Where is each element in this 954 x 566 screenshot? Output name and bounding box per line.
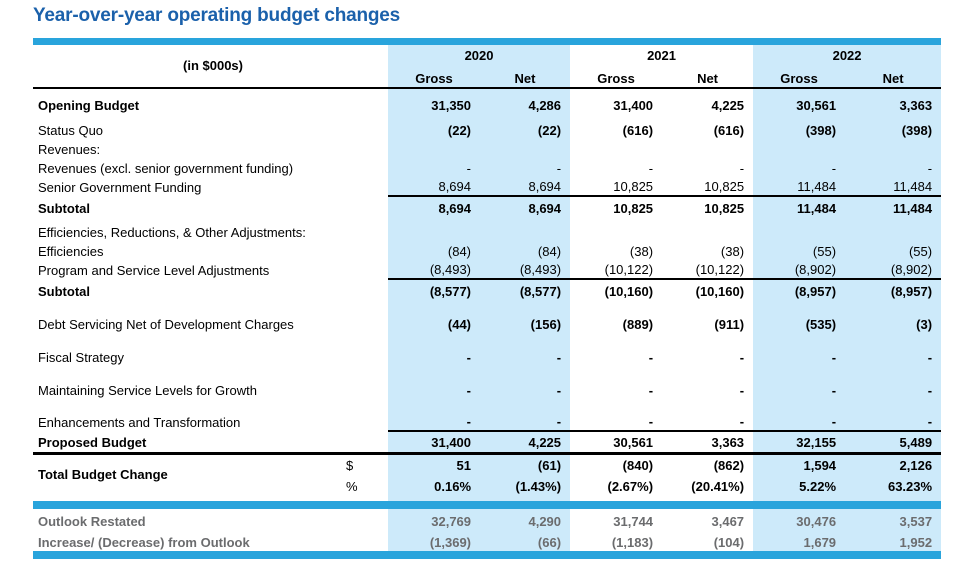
value-cell: (840) <box>622 457 654 473</box>
value-cell: (10,160) <box>695 283 745 299</box>
value-cell: (61) <box>537 457 562 473</box>
value-cell: (535) <box>805 316 837 332</box>
row-outlook-restated <box>33 509 941 530</box>
value-cell: 11,484 <box>753 177 845 196</box>
value-cell: (616) <box>622 122 654 138</box>
units-label: (in $000s) <box>33 45 388 88</box>
value-cell: (44) <box>447 316 472 332</box>
value-cell: (84) <box>537 243 562 259</box>
value-cell: (8,902) <box>753 260 845 279</box>
value-cell: (8,957) <box>794 283 837 299</box>
year-header-2022: 2022 <box>832 47 862 63</box>
row-label: Outlook Restated <box>38 513 146 529</box>
value-cell: - <box>480 412 570 431</box>
value-cell: - <box>753 412 845 431</box>
value-cell: (156) <box>530 316 562 332</box>
spacer-row <box>33 399 941 412</box>
value-cell: - <box>831 160 837 176</box>
row-debt-servicing <box>33 312 941 333</box>
row-label: Subtotal <box>38 200 90 216</box>
value-cell: (66) <box>537 534 562 550</box>
value-cell: (38) <box>629 243 654 259</box>
row-revenues-subtotal <box>33 196 941 217</box>
value-cell: (22) <box>537 122 562 138</box>
year-header-2021: 2021 <box>647 47 676 63</box>
col-header: Net <box>845 67 941 88</box>
row-label: Debt Servicing Net of Development Charges <box>38 316 294 332</box>
row-label: Revenues (excl. senior government funding) <box>38 160 294 176</box>
row-label: Senior Government Funding <box>38 179 202 195</box>
row-revenues-excl <box>33 158 941 177</box>
year-header-2020: 2020 <box>464 47 494 63</box>
row-increase-decrease-outlook <box>33 530 941 551</box>
value-cell: - <box>831 382 837 398</box>
value-cell: - <box>739 160 745 176</box>
value-cell: (10,122) <box>570 260 662 279</box>
value-cell: 2,126 <box>899 457 933 473</box>
bottom-bar-row <box>33 551 941 559</box>
value-cell: - <box>927 349 933 365</box>
value-cell: 1,679 <box>803 534 837 550</box>
value-cell: - <box>739 382 745 398</box>
row-label: Total Budget Change <box>38 466 168 482</box>
value-cell: - <box>388 412 480 431</box>
value-cell: (8,957) <box>890 283 933 299</box>
value-cell: (1,369) <box>429 534 472 550</box>
value-cell: 10,825 <box>613 200 654 216</box>
value-cell: - <box>927 160 933 176</box>
value-cell: 51 <box>456 457 472 473</box>
value-cell: 8,694 <box>438 200 472 216</box>
value-cell: - <box>466 160 472 176</box>
value-cell: (1.43%) <box>515 478 562 494</box>
value-cell: 5.22% <box>799 478 837 494</box>
col-header: Gross <box>570 67 662 88</box>
value-cell: - <box>831 349 837 365</box>
value-cell: (104) <box>713 534 745 550</box>
row-proposed-budget <box>33 431 941 453</box>
value-cell: 4,225 <box>480 431 570 453</box>
value-cell: - <box>556 160 562 176</box>
value-cell: (22) <box>447 122 472 138</box>
row-senior-government-funding <box>33 177 941 196</box>
blue-divider-bar <box>33 501 941 509</box>
row-efficiencies-section <box>33 221 941 241</box>
row-opening-budget <box>33 88 941 114</box>
spacer-row <box>33 333 941 345</box>
value-cell: 4,286 <box>528 97 562 113</box>
value-cell: - <box>556 382 562 398</box>
value-cell: 8,694 <box>480 177 570 196</box>
col-header: Gross <box>388 67 480 88</box>
value-cell: 10,825 <box>570 177 662 196</box>
row-label: Subtotal <box>38 283 90 299</box>
value-cell: (8,577) <box>519 283 562 299</box>
blue-bottom-bar <box>33 551 941 559</box>
value-cell: 31,350 <box>431 97 472 113</box>
value-cell: (398) <box>805 122 837 138</box>
row-label: Efficiencies <box>38 243 104 259</box>
row-label: Enhancements and Transformation <box>38 414 241 430</box>
spacer-row <box>33 366 941 378</box>
row-label: Program and Service Level Adjustments <box>38 262 270 278</box>
row-label: Fiscal Strategy <box>38 349 124 365</box>
page-title: Year-over-year operating budget changes <box>33 5 401 26</box>
row-status-quo <box>33 118 941 139</box>
col-header: Gross <box>753 67 845 88</box>
value-cell: (10,122) <box>662 260 753 279</box>
row-maintaining-service-levels <box>33 378 941 399</box>
value-cell: - <box>648 382 654 398</box>
value-cell: - <box>927 382 933 398</box>
row-efficiencies <box>33 241 941 260</box>
value-cell: (8,493) <box>480 260 570 279</box>
value-cell: 3,537 <box>899 513 933 529</box>
value-cell: (616) <box>713 122 745 138</box>
value-cell: (20.41%) <box>691 478 745 494</box>
dollar-symbol: $ <box>346 457 354 473</box>
row-program-service-adjustments <box>33 260 941 279</box>
value-cell: - <box>466 382 472 398</box>
value-cell: - <box>739 349 745 365</box>
row-total-budget-change-dollar <box>33 453 941 474</box>
row-label: Revenues: <box>38 141 101 157</box>
value-cell: 3,467 <box>711 513 745 529</box>
value-cell: 8,694 <box>388 177 480 196</box>
row-enhancements-transformation <box>33 412 941 431</box>
value-cell: (8,493) <box>388 260 480 279</box>
value-cell: 63.23% <box>887 478 933 494</box>
value-cell: - <box>648 349 654 365</box>
percent-symbol: % <box>346 478 358 494</box>
header-year-row <box>33 45 941 67</box>
value-cell: 0.16% <box>434 478 472 494</box>
value-cell: (8,902) <box>845 260 941 279</box>
value-cell: 30,476 <box>796 513 837 529</box>
value-cell: - <box>662 412 753 431</box>
value-cell: 3,363 <box>899 97 933 113</box>
value-cell: 31,744 <box>613 513 654 529</box>
value-cell: 32,769 <box>431 513 472 529</box>
row-label: Proposed Budget <box>33 431 388 453</box>
value-cell: (3) <box>916 316 933 332</box>
budget-table <box>33 45 941 559</box>
row-label: Efficiencies, Reductions, & Other Adjustments: <box>38 224 306 240</box>
row-label: Maintaining Service Levels for Growth <box>38 382 257 398</box>
value-cell: 10,825 <box>704 200 745 216</box>
value-cell: - <box>845 412 941 431</box>
value-cell: 11,484 <box>893 200 933 216</box>
col-header: Net <box>662 67 753 88</box>
row-revenues-section <box>33 139 941 158</box>
value-cell: 31,400 <box>613 97 654 113</box>
row-label: Opening Budget <box>38 97 140 113</box>
value-cell: 8,694 <box>528 200 562 216</box>
value-cell: - <box>648 160 654 176</box>
value-cell: (2.67%) <box>607 478 654 494</box>
value-cell: (38) <box>720 243 745 259</box>
value-cell: - <box>466 349 472 365</box>
row-fiscal-strategy <box>33 345 941 366</box>
value-cell: 4,225 <box>711 97 745 113</box>
value-cell: (911) <box>714 316 745 332</box>
value-cell: (8,577) <box>429 283 472 299</box>
value-cell: 30,561 <box>570 431 662 453</box>
value-cell: - <box>570 412 662 431</box>
row-adjustments-subtotal <box>33 279 941 300</box>
row-label: Increase/ (Decrease) from Outlook <box>38 534 250 550</box>
value-cell: 3,363 <box>662 431 753 453</box>
value-cell: (55) <box>908 243 933 259</box>
row-label: Status Quo <box>38 122 104 138</box>
value-cell: (84) <box>447 243 472 259</box>
value-cell: 32,155 <box>753 431 845 453</box>
value-cell: (862) <box>713 457 745 473</box>
value-cell: 1,952 <box>899 534 933 550</box>
value-cell: (889) <box>622 316 654 332</box>
value-cell: 31,400 <box>388 431 480 453</box>
value-cell: 11,484 <box>845 177 941 196</box>
value-cell: (1,183) <box>611 534 654 550</box>
value-cell: 30,561 <box>796 97 837 113</box>
value-cell: 4,290 <box>528 513 562 529</box>
value-cell: (55) <box>812 243 837 259</box>
spacer-row <box>33 300 941 312</box>
top-accent-bar <box>33 38 941 45</box>
value-cell: 10,825 <box>662 177 753 196</box>
value-cell: - <box>556 349 562 365</box>
value-cell: 11,484 <box>797 200 837 216</box>
value-cell: 5,489 <box>845 431 941 453</box>
divider-bar-row <box>33 501 941 509</box>
col-header: Net <box>480 67 570 88</box>
value-cell: (398) <box>901 122 933 138</box>
value-cell: (10,160) <box>604 283 654 299</box>
value-cell: 1,594 <box>803 457 837 473</box>
